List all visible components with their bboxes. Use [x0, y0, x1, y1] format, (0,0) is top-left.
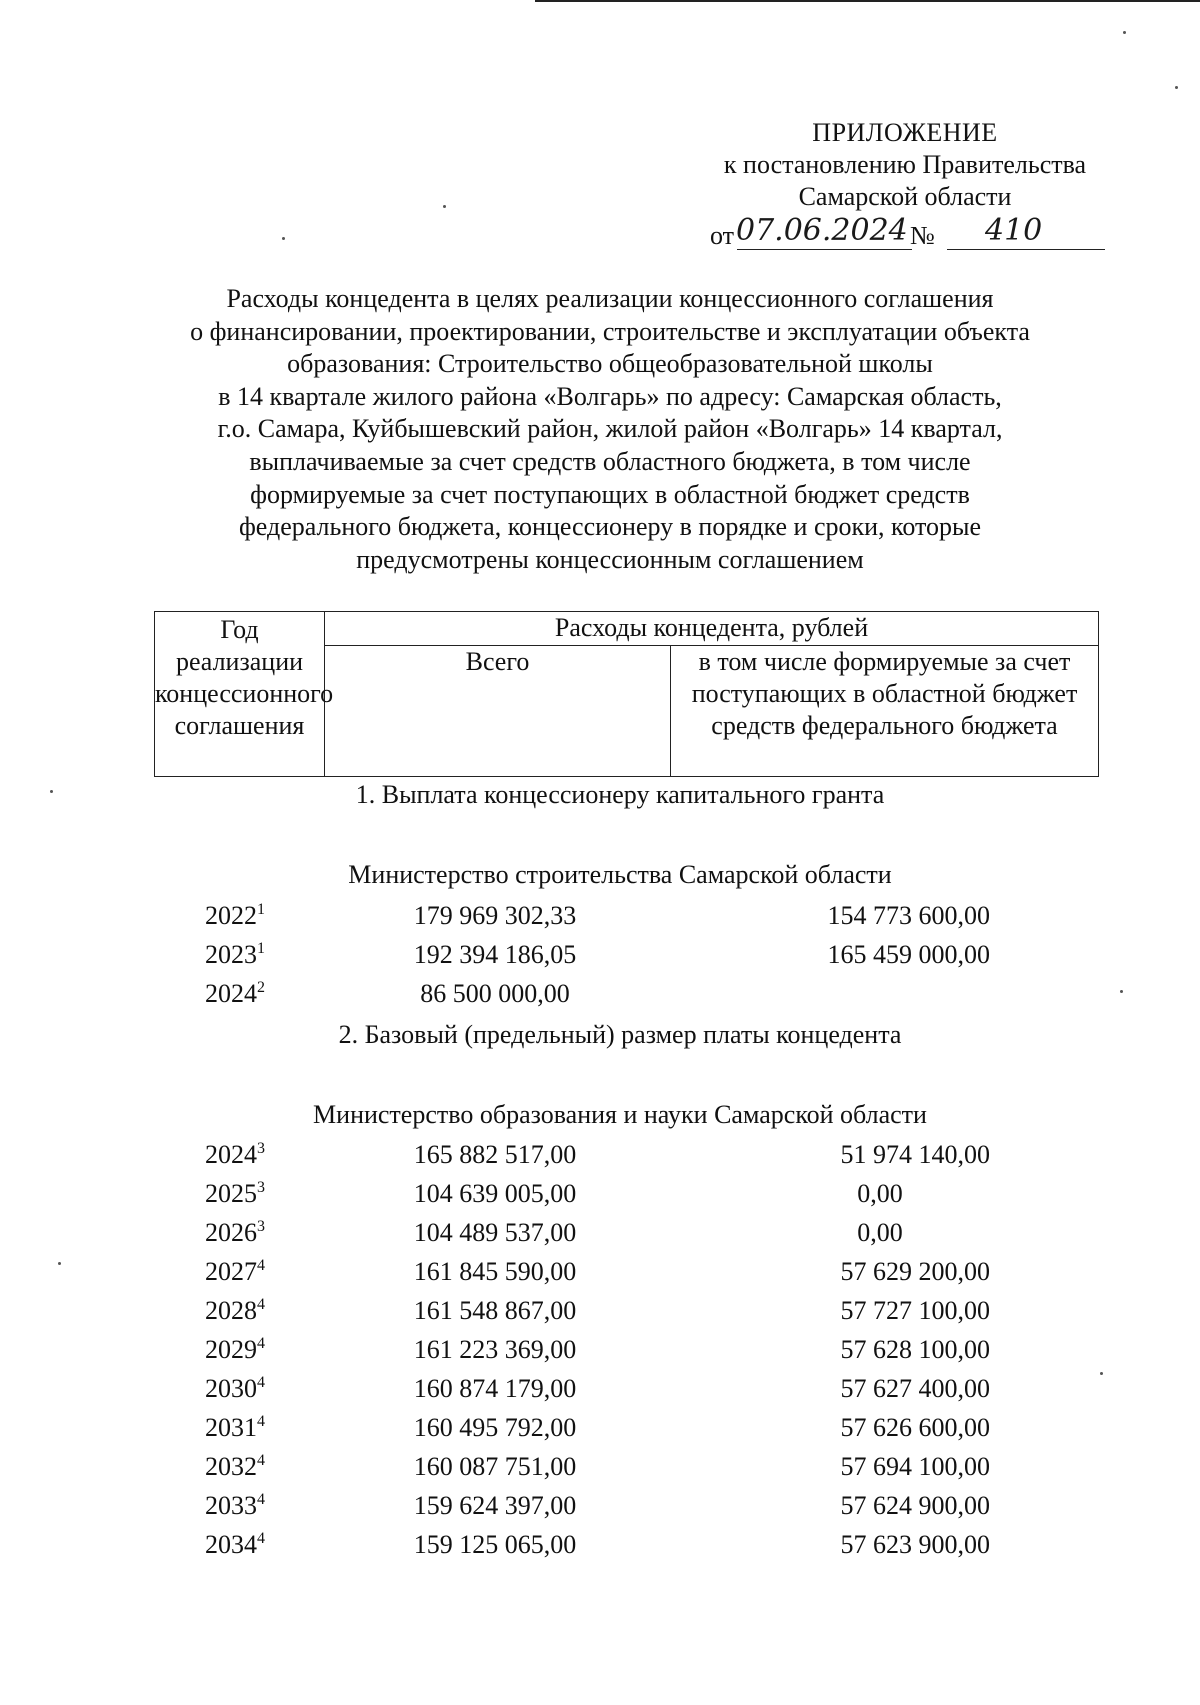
heading-line: выплачиваемые за счет средств областного бюджета, в том числе: [249, 446, 971, 476]
ministry-name: Министерство образования и науки Самарской области: [313, 1100, 927, 1129]
footnote-mark: 4: [257, 1257, 265, 1274]
year-cell: 2030$^4$: [205, 1374, 265, 1403]
top-rule: [535, 0, 1200, 2]
table-row: [0, 1408, 1200, 1447]
total-cell: 160 874 179,00: [413, 1374, 577, 1403]
footnote-mark: 1: [257, 901, 265, 918]
federal-cell: 57 623 900,00: [840, 1530, 990, 1559]
footnote-mark: 3: [257, 1179, 265, 1196]
total-cell: 104 639 005,00: [413, 1179, 577, 1208]
table-row: [0, 935, 1200, 974]
table-row: [0, 1330, 1200, 1369]
year-cell: 2022$^1$: [205, 901, 265, 930]
date-underline: [737, 249, 912, 250]
federal-cell: 57 628 100,00: [840, 1335, 990, 1364]
ministry-name: Министерство строительства Самарской области: [348, 860, 892, 889]
table-row: [0, 1369, 1200, 1408]
federal-cell: 57 727 100,00: [840, 1296, 990, 1325]
federal-cell: 57 626 600,00: [840, 1413, 990, 1442]
year-cell: 2029$^4$: [205, 1335, 265, 1364]
footnote-mark: 1: [257, 940, 265, 957]
handwritten-date: 07.06.2024: [736, 213, 908, 248]
year-cell: 2026$^3$: [205, 1218, 265, 1247]
scan-speck: [443, 205, 446, 208]
total-cell: 161 548 867,00: [413, 1296, 577, 1325]
table-row: [0, 1291, 1200, 1330]
total-cell: 192 394 186,05: [413, 940, 577, 969]
resolution-date-number: [710, 213, 1105, 251]
heading-line: о финансировании, проектировании, строительстве и эксплуатации объекта: [190, 316, 1030, 346]
appendix-line: Самарской области: [798, 182, 1012, 211]
federal-cell: 0,00: [857, 1179, 903, 1208]
footnote-mark: 2: [257, 979, 265, 996]
footnote-mark: 4: [257, 1374, 265, 1391]
table-row: [0, 1525, 1200, 1564]
year-cell: 2032$^4$: [205, 1452, 265, 1481]
appendix-title: ПРИЛОЖЕНИЕ: [812, 118, 998, 147]
federal-cell: 57 694 100,00: [840, 1452, 990, 1481]
section-title: 2. Базовый (предельный) размер платы концедента: [338, 1020, 902, 1049]
year-cell: 2034$^4$: [205, 1530, 265, 1559]
footnote-mark: 4: [257, 1296, 265, 1313]
total-cell: 160 087 751,00: [413, 1452, 577, 1481]
total-cell: 165 882 517,00: [413, 1140, 577, 1169]
handwritten-number: 410: [985, 213, 1043, 248]
federal-cell: 51 974 140,00: [840, 1140, 990, 1169]
year-cell: 2033$^4$: [205, 1491, 265, 1520]
number-underline: [947, 249, 1105, 250]
scan-speck: [1175, 86, 1178, 89]
section-title: 1. Выплата концессионеру капитального гранта: [355, 780, 885, 809]
expenses-table-header: [154, 611, 1099, 777]
date-from-label: от: [710, 221, 735, 250]
header-total-cell: Всего: [325, 645, 671, 776]
footnote-mark: 3: [257, 1218, 265, 1235]
total-cell: 86 500 000,00: [420, 979, 570, 1008]
table-row: [0, 1447, 1200, 1486]
year-cell: 2024$^3$: [205, 1140, 265, 1169]
federal-cell: 154 773 600,00: [827, 901, 990, 930]
appendix-line: к постановлению Правительства: [723, 150, 1087, 179]
heading-line: предусмотрены концессионным соглашением: [356, 544, 864, 574]
year-cell: 2028$^4$: [205, 1296, 265, 1325]
total-cell: 159 624 397,00: [413, 1491, 577, 1520]
total-cell: 104 489 537,00: [413, 1218, 577, 1247]
federal-cell: 0,00: [857, 1218, 903, 1247]
federal-cell: 57 624 900,00: [840, 1491, 990, 1520]
table-row: [0, 1174, 1200, 1213]
total-cell: 179 969 302,33: [413, 901, 577, 930]
total-cell: 159 125 065,00: [413, 1530, 577, 1559]
header-federal-cell: в том числе формируемые за счет поступающих в областной бюджет средств федерального бюджета: [671, 645, 1099, 776]
footnote-mark: 4: [257, 1335, 265, 1352]
footnote-mark: 4: [257, 1452, 265, 1469]
document-heading: [140, 283, 1080, 576]
year-cell: 2027$^4$: [205, 1257, 265, 1286]
appendix-block: [690, 117, 1120, 213]
heading-line: формируемые за счет поступающих в областной бюджет средств: [250, 479, 970, 509]
table-row: [0, 1486, 1200, 1525]
table-row: [0, 896, 1200, 935]
year-cell: 2025$^3$: [205, 1179, 265, 1208]
total-cell: 161 223 369,00: [413, 1335, 577, 1364]
scan-speck: [50, 790, 53, 793]
heading-line: г.о. Самара, Куйбышевский район, жилой район «Волгарь» 14 квартал,: [217, 414, 1003, 444]
total-cell: 161 845 590,00: [413, 1257, 577, 1286]
scan-speck: [282, 237, 285, 240]
heading-line: Расходы концедента в целях реализации концессионного соглашения: [226, 284, 994, 313]
total-cell: 160 495 792,00: [413, 1413, 577, 1442]
heading-line: в 14 квартале жилого района «Волгарь» по адресу: Самарская область,: [218, 381, 1002, 411]
year-cell: 2024$^2$: [205, 979, 265, 1008]
federal-cell: 57 627 400,00: [840, 1374, 990, 1403]
year-cell: 2023$^1$: [205, 940, 265, 969]
heading-line: федерального бюджета, концессионеру в порядке и сроки, которые: [238, 512, 982, 542]
footnote-mark: 3: [257, 1140, 265, 1157]
header-group-cell: Расходы концедента, рублей: [325, 612, 1099, 646]
footnote-mark: 4: [257, 1530, 265, 1547]
heading-line: образования: Строительство общеобразовательной школы: [287, 349, 933, 379]
number-sign: №: [910, 221, 935, 250]
table-row: [0, 974, 1200, 1013]
footnote-mark: 4: [257, 1413, 265, 1430]
header-year-cell: Год реализации концессионного соглашения: [155, 612, 325, 777]
year-cell: 2031$^4$: [205, 1413, 265, 1442]
table-row: [0, 1252, 1200, 1291]
table-row: [0, 1135, 1200, 1174]
footnote-mark: 4: [257, 1491, 265, 1508]
table-row: [0, 1213, 1200, 1252]
scan-speck: [1123, 31, 1126, 34]
federal-cell: 165 459 000,00: [827, 940, 990, 969]
federal-cell: 57 629 200,00: [840, 1257, 990, 1286]
